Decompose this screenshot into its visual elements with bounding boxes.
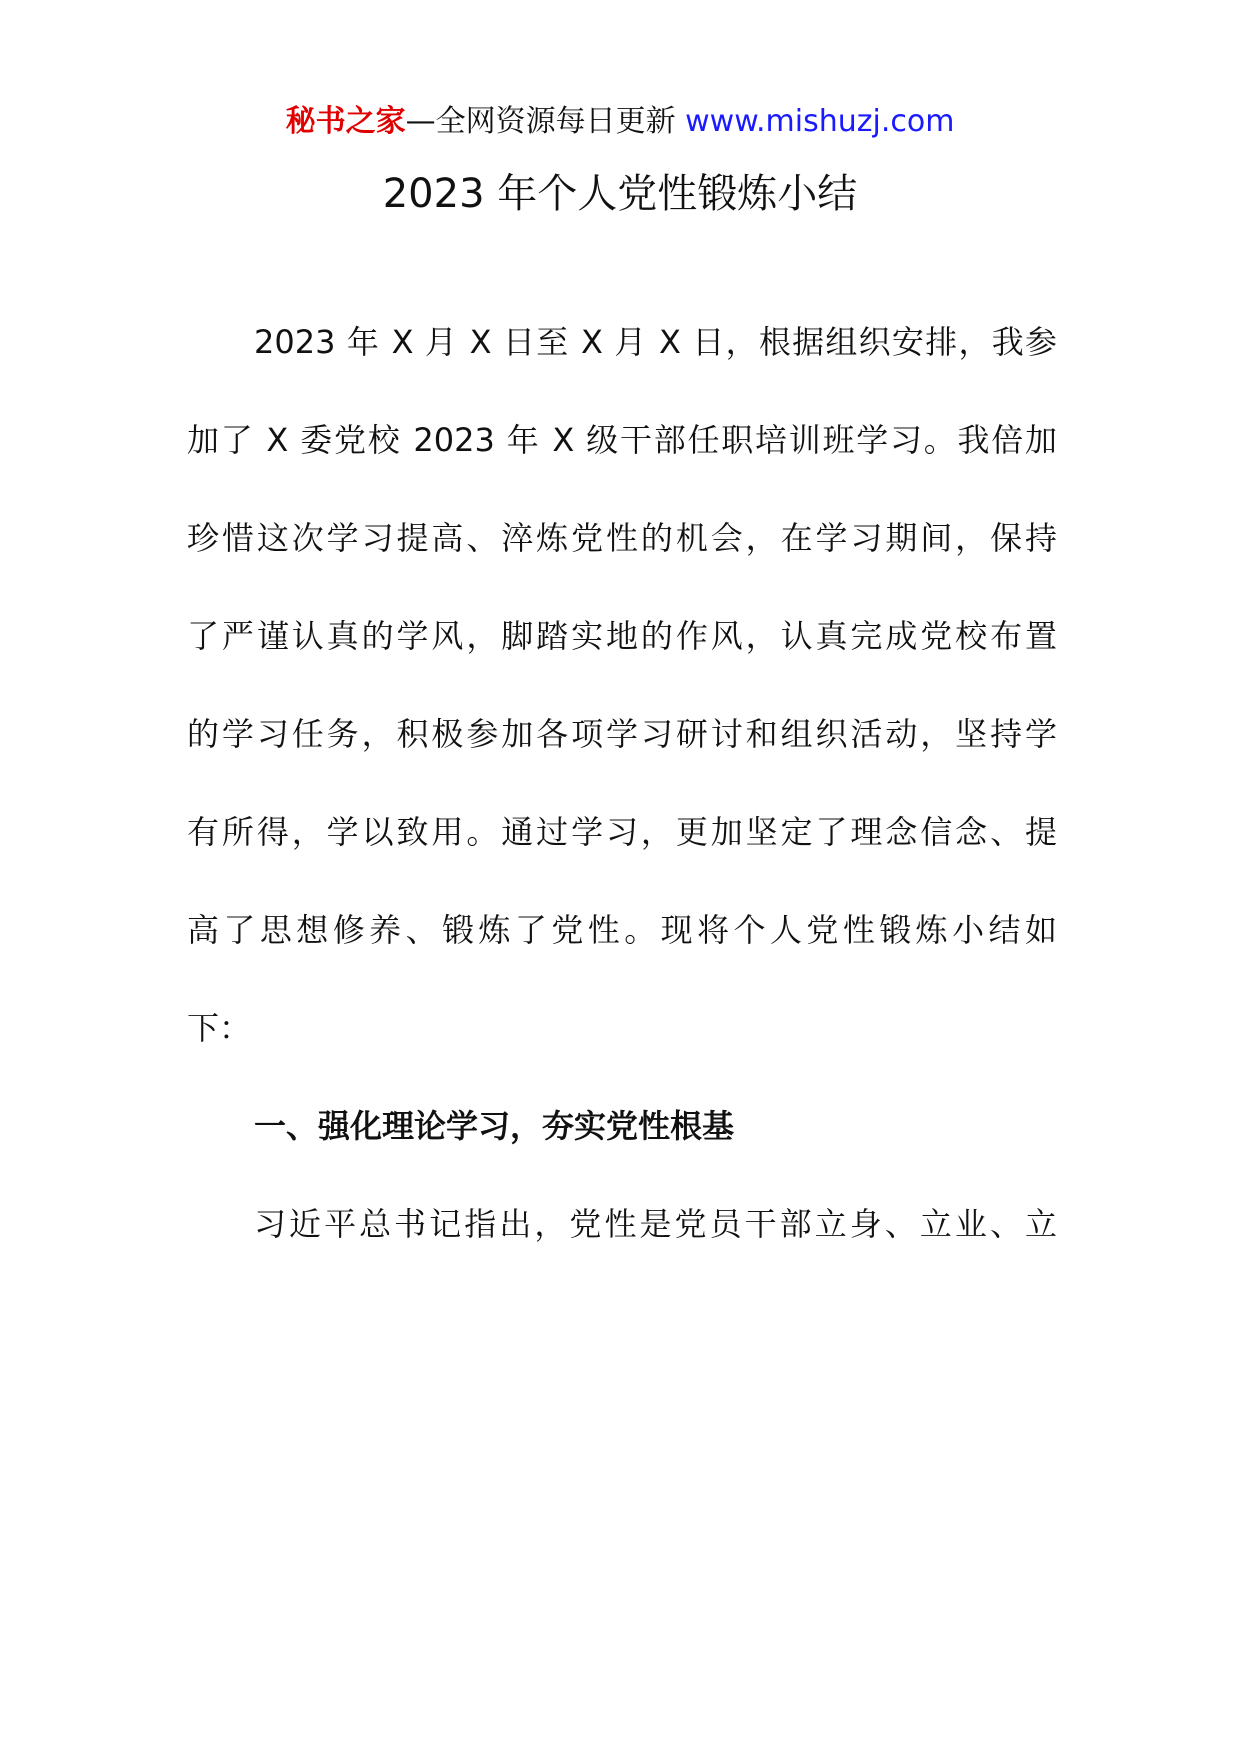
paragraph-line: 加了 X 委党校 2023 年 X 级干部任职培训班学习。我倍加	[187, 421, 1057, 459]
paragraph-line: 下：	[187, 1009, 252, 1047]
paragraph-line: 有所得，学以致用。通过学习，更加坚定了理念信念、提	[187, 813, 1057, 851]
paragraph-line: 2023 年 X 月 X 日至 X 月 X 日，根据组织安排，我参	[254, 323, 1057, 361]
paragraph-line: 的学习任务，积极参加各项学习研讨和组织活动，坚持学	[187, 715, 1057, 753]
paragraph-line: 高了思想修养、锻炼了党性。现将个人党性锻炼小结如	[187, 911, 1057, 949]
site-brand: 秘书之家	[285, 104, 406, 139]
site-tagline: —全网资源每日更新	[405, 104, 686, 139]
site-url[interactable]: www.mishuzj.com	[685, 104, 955, 139]
section-heading: 一、强化理论学习，夯实党性根基	[254, 1107, 735, 1145]
paragraph-line: 了严谨认真的学风，脚踏实地的作风，认真完成党校布置	[187, 617, 1057, 655]
paragraph-line: 习近平总书记指出，党性是党员干部立身、立业、立	[254, 1205, 1057, 1243]
paragraph-line: 珍惜这次学习提高、淬炼党性的机会，在学习期间，保持	[187, 519, 1057, 557]
document-title: 2023 年个人党性锻炼小结	[382, 171, 858, 217]
site-header	[0, 100, 1240, 144]
